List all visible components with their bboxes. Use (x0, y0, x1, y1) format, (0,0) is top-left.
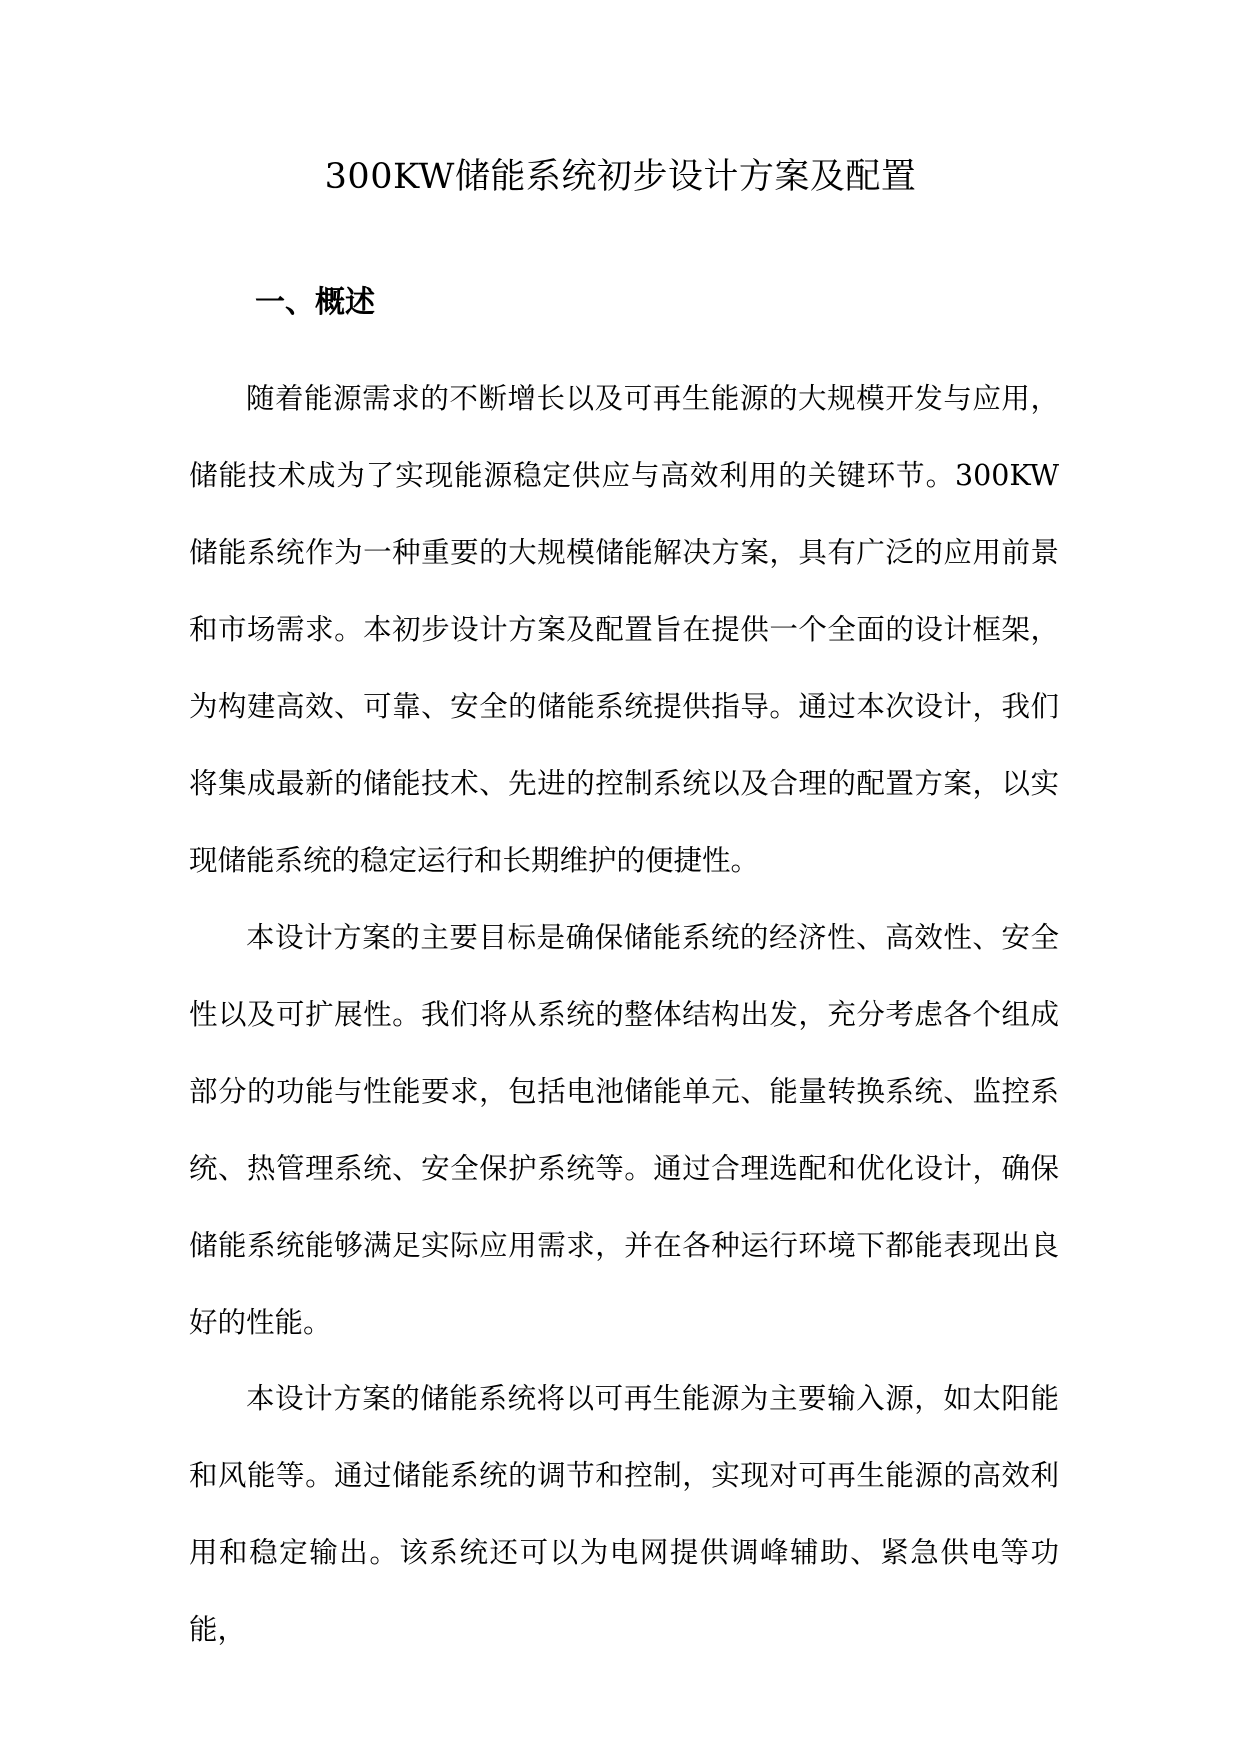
body-paragraph: 本设计方案的储能系统将以可再生能源为主要输入源，如太阳能和风能等。通过储能系统的调节和控制，实现对可再生能源的高效利用和稳定输出。该系统还可以为电网提供调峰辅助、紧急供电等功能， (189, 1382, 1059, 1646)
body-paragraph: 本设计方案的主要目标是确保储能系统的经济性、高效性、安全性以及可扩展性。我们将从系统的整体结构出发，充分考虑各个组成部分的功能与性能要求，包括电池储能单元、能量转换系统、监控系统、热管理系统、安全保护系统等。通过合理选配和优化设计，确保储能系统能够满足实际应用需求，并在各种运行环境下都能表现出良好的性能。 (189, 921, 1059, 1339)
section-heading: 一、概述 (255, 285, 375, 320)
body-paragraph: 随着能源需求的不断增长以及可再生能源的大规模开发与应用，储能技术成为了实现能源稳定供应与高效利用的关键环节。300KW储能系统作为一种重要的大规模储能解决方案，具有广泛的应用前景和市场需求。本初步设计方案及配置旨在提供一个全面的设计框架，为构建高效、可靠、安全的储能系统提供指导。通过本次设计，我们将集成最新的储能技术、先进的控制系统以及合理的配置方案，以实现储能系统的稳定运行和长期维护的便捷性。 (189, 382, 1059, 877)
document-title: 300KW储能系统初步设计方案及配置 (324, 157, 917, 197)
